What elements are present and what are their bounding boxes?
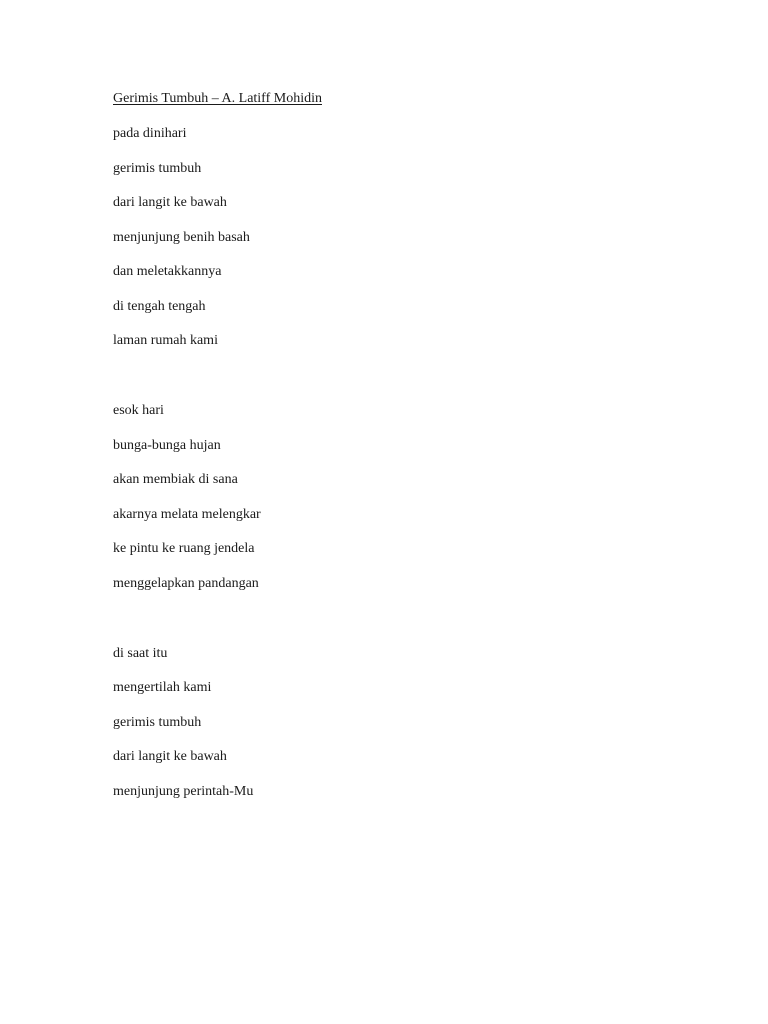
poem-line: dari langit ke bawah (113, 195, 227, 210)
poem-line: ke pintu ke ruang jendela (113, 541, 255, 556)
poem-line: di tengah tengah (113, 299, 206, 314)
poem-line: menjunjung perintah-Mu (113, 784, 254, 799)
poem-line: esok hari (113, 403, 164, 418)
poem-line: menggelapkan pandangan (113, 576, 259, 591)
poem-line: dan meletakkannya (113, 264, 222, 279)
poem-line: menjunjung benih basah (113, 230, 250, 245)
poem-line: di saat itu (113, 646, 168, 661)
poem-line: mengertilah kami (113, 680, 212, 695)
poem-line: dari langit ke bawah (113, 749, 227, 764)
poem-title: Gerimis Tumbuh – A. Latiff Mohidin (113, 91, 322, 106)
poem-line: gerimis tumbuh (113, 715, 202, 730)
poem-line: laman rumah kami (113, 333, 218, 348)
poem-line: akan membiak di sana (113, 472, 238, 487)
poem-line: pada dinihari (113, 126, 187, 141)
poem-line: akarnya melata melengkar (113, 507, 261, 522)
poem-line: bunga-bunga hujan (113, 438, 221, 453)
poem-line: gerimis tumbuh (113, 161, 202, 176)
